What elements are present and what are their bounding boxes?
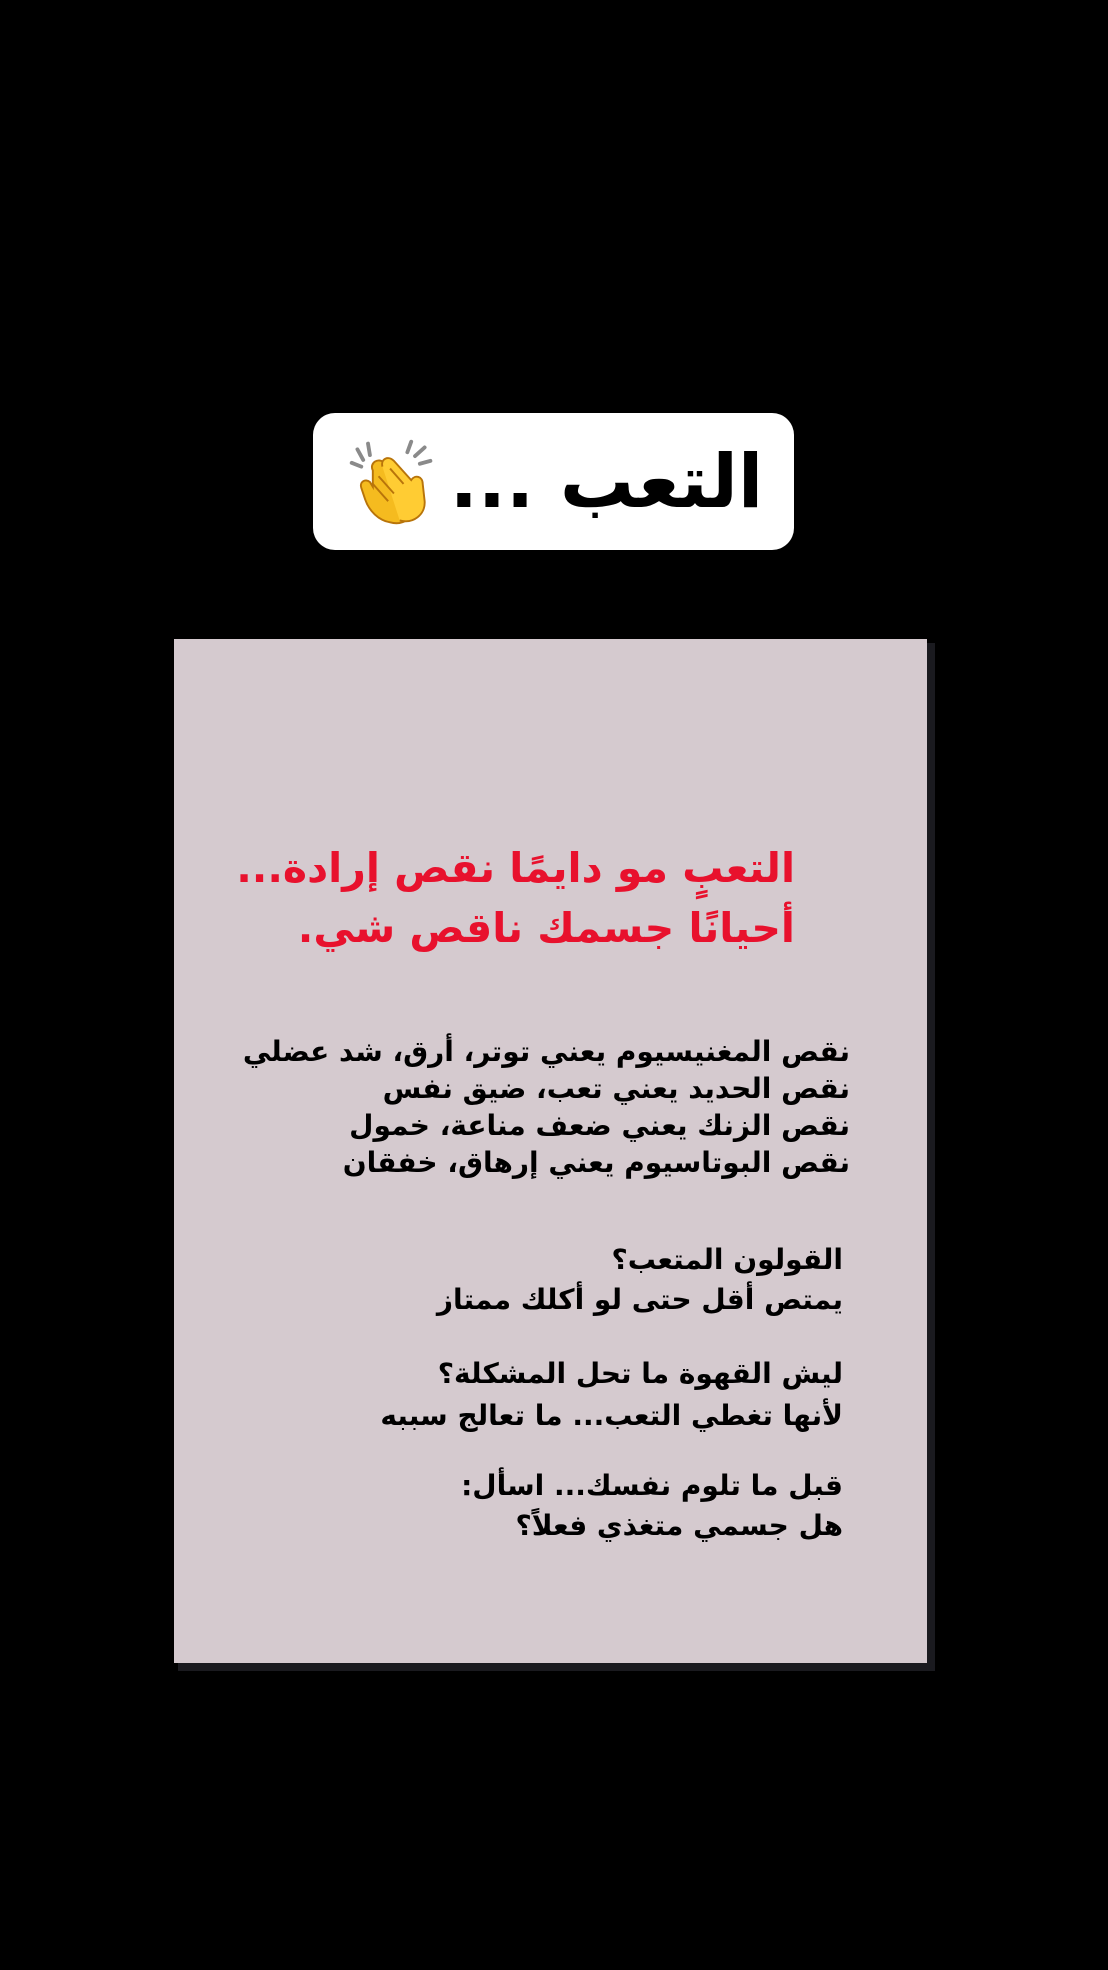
card-headline bbox=[155, 838, 795, 958]
clapping-hands-icon bbox=[344, 434, 440, 530]
list-item: نقص الزنك يعني ضعف مناعة، خمول bbox=[349, 1109, 850, 1142]
blame-line-2: هل جسمي متغذي فعلاً؟ bbox=[515, 1509, 843, 1542]
headline-line-2: أحيانًا جسمك ناقص شي. bbox=[297, 904, 795, 952]
colon-answer: يمتص أقل حتى لو أكلك ممتاز bbox=[436, 1283, 843, 1316]
blame-paragraph bbox=[461, 1466, 843, 1546]
coffee-answer: لأنها تغطي التعب... ما تعالج سببه bbox=[380, 1399, 843, 1432]
list-item: نقص الحديد يعني تعب، ضيق نفس bbox=[382, 1072, 850, 1105]
list-item: نقص البوتاسيوم يعني إرهاق، خفقان bbox=[342, 1146, 850, 1179]
colon-paragraph bbox=[437, 1240, 843, 1320]
title-banner bbox=[313, 413, 794, 550]
coffee-question: ليش القهوة ما تحل المشكلة؟ bbox=[437, 1357, 843, 1390]
colon-question: القولون المتعب؟ bbox=[611, 1243, 843, 1276]
blame-line-1: قبل ما تلوم نفسك... اسأل: bbox=[461, 1469, 843, 1502]
list-item: نقص المغنيسيوم يعني توتر، أرق، شد عضلي bbox=[242, 1035, 850, 1068]
coffee-paragraph bbox=[380, 1353, 843, 1437]
page-title: التعب ... bbox=[449, 438, 764, 525]
headline-line-1: التعبٍ مو دايمًا نقص إرادة... bbox=[236, 844, 795, 892]
deficiency-list bbox=[243, 1033, 850, 1181]
